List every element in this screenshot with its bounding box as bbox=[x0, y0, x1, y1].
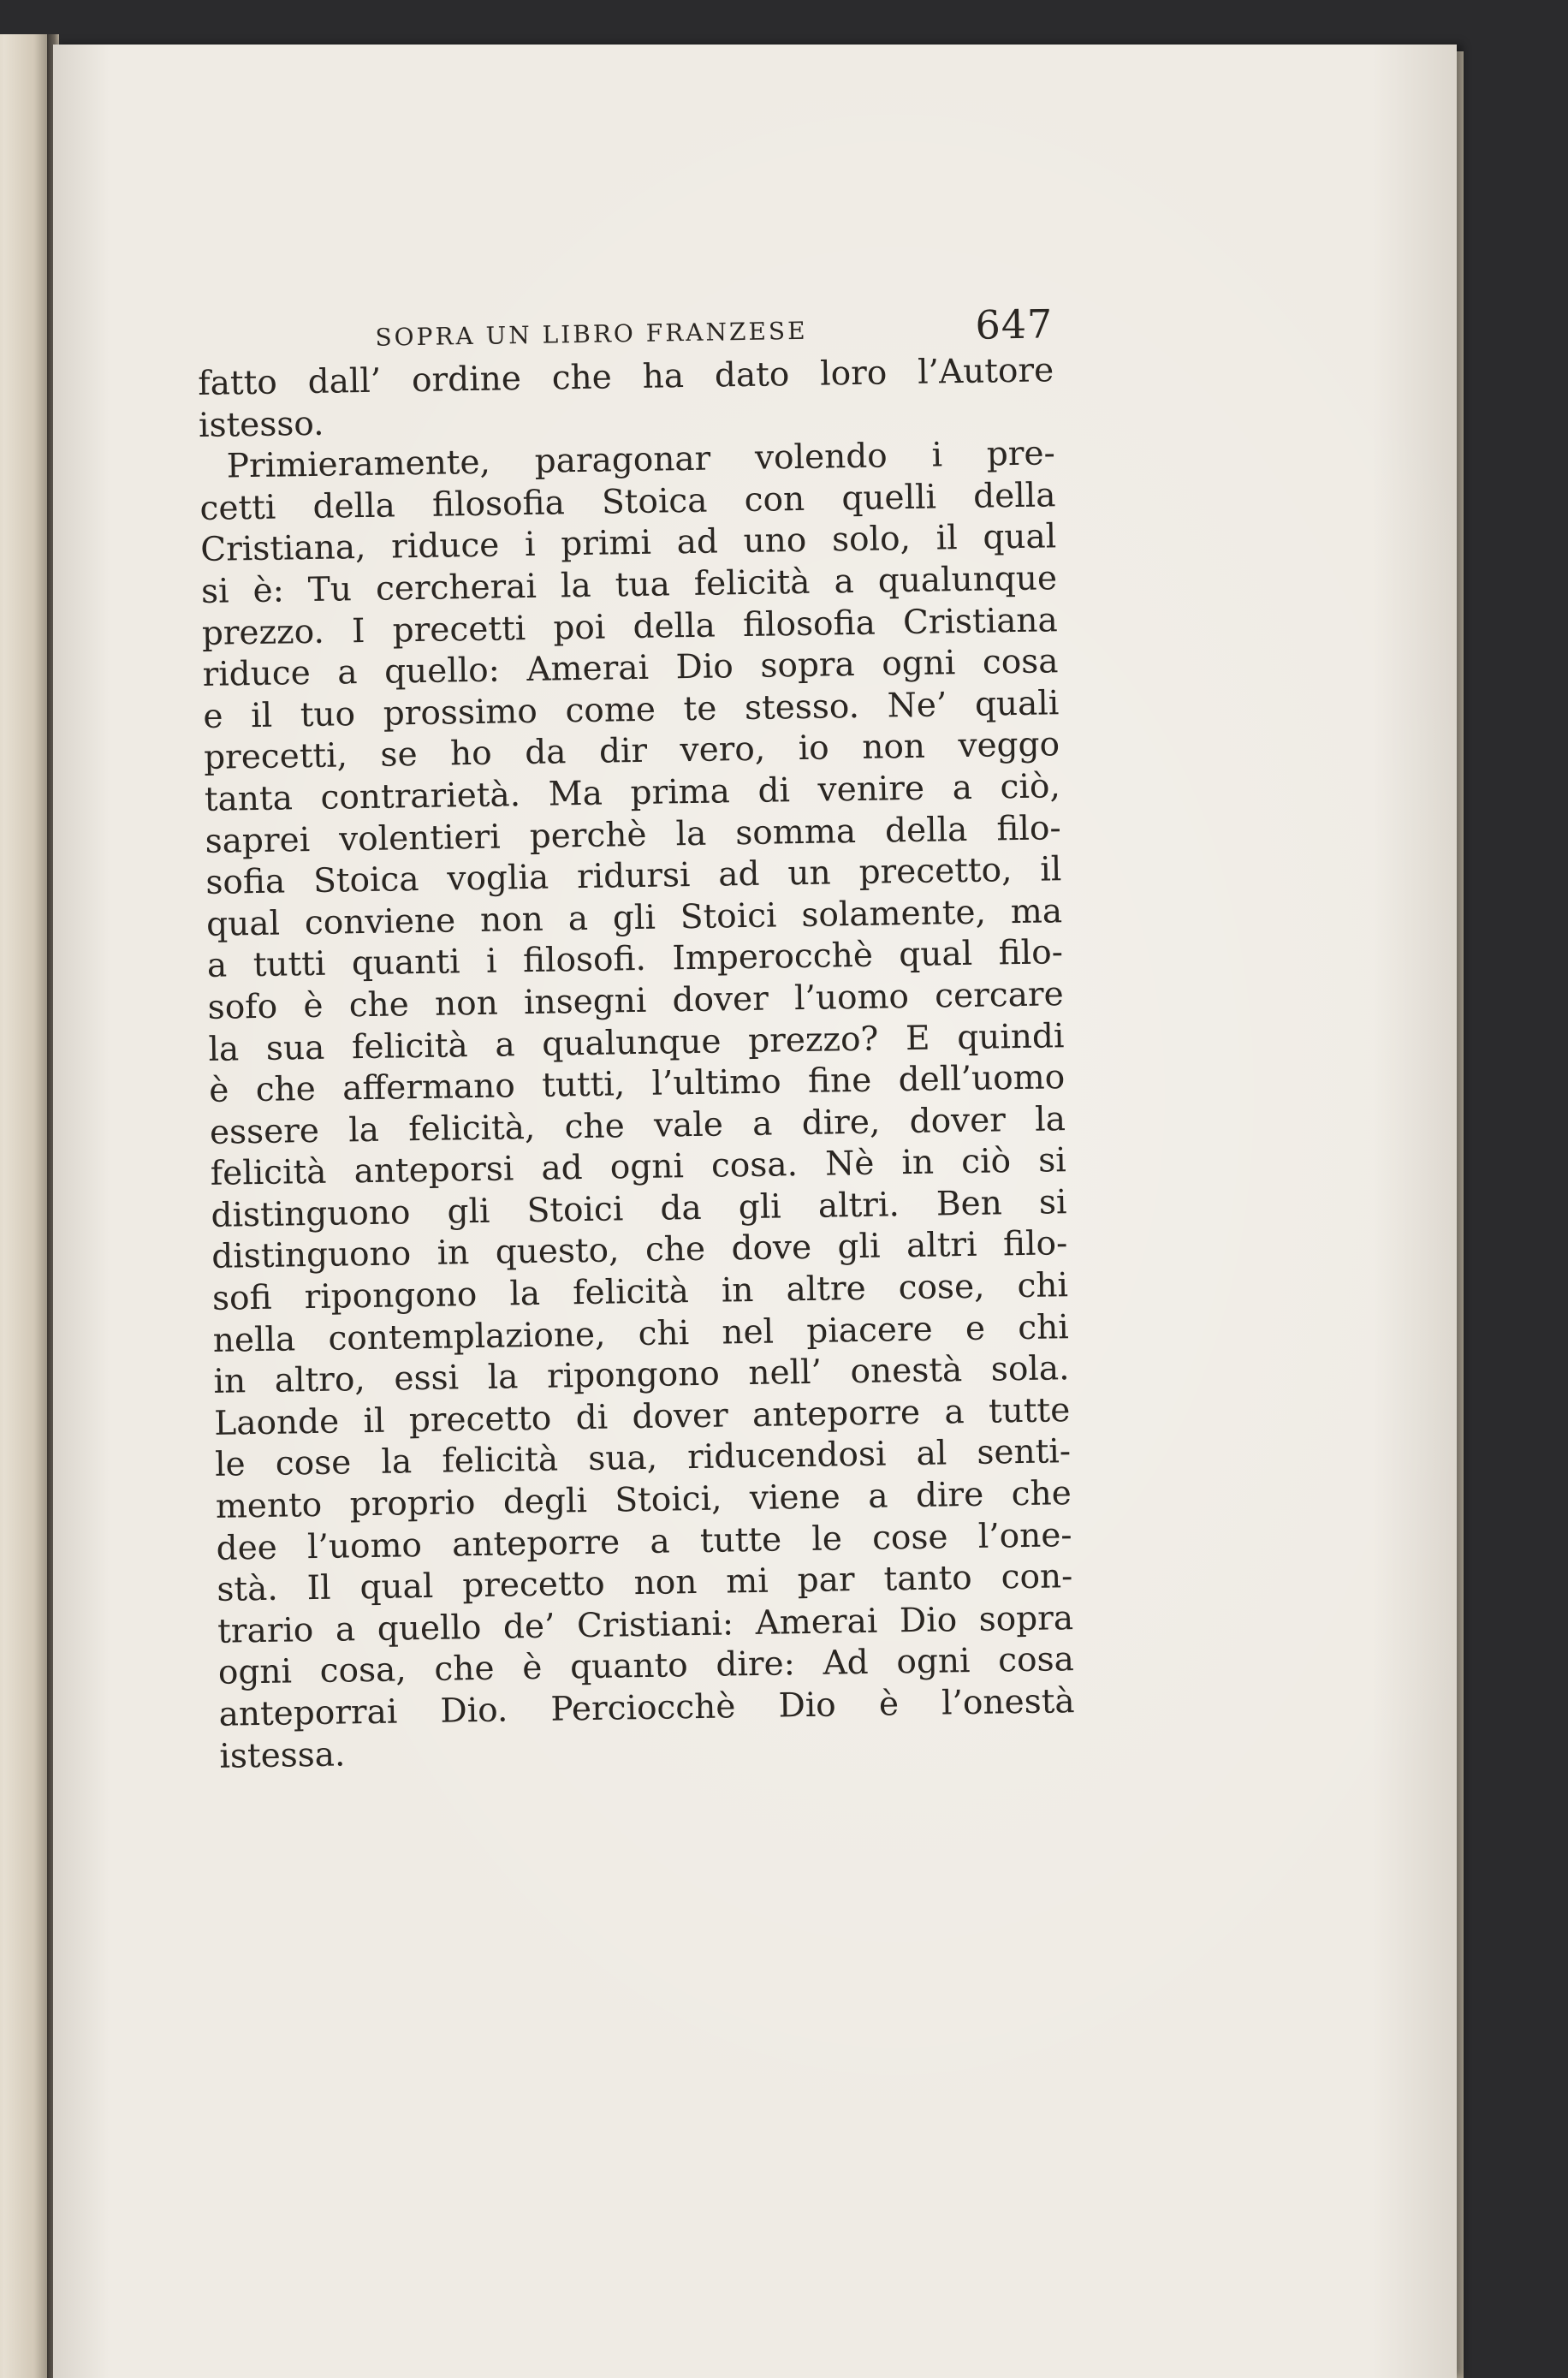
text-line: mento proprio degli Stoici, viene a dire che bbox=[215, 1474, 1072, 1526]
text-line: in altro, essi la ripongono nell’ onestà sola. bbox=[213, 1349, 1070, 1402]
page-number: 647 bbox=[975, 300, 1054, 348]
text-line: dee l’uomo anteporre a tutte le cose l’one- bbox=[216, 1515, 1072, 1568]
text-line: trario a quello de’ Cristiani: Amerai Dio sopra bbox=[217, 1598, 1074, 1651]
facing-page-edge bbox=[0, 34, 51, 2378]
body-text bbox=[198, 350, 1076, 1778]
running-title: SOPRA UN LIBRO FRANZESE bbox=[375, 316, 808, 352]
text-line: anteporrai Dio. Perciocchè Dio è l’onestà bbox=[218, 1682, 1075, 1734]
text-line: sofia Stoica voglia ridursi ad un precetto, il bbox=[205, 850, 1062, 903]
text-line: stà. Il qual precetto non mi par tanto con- bbox=[217, 1557, 1073, 1610]
text-line: prezzo. I precetti poi della filosofia Cristiana bbox=[201, 600, 1059, 653]
text-line: a tutti quanti i filosofi. Imperocchè qual filo- bbox=[206, 933, 1064, 986]
text-line: tanta contrarietà. Ma prima di venire a ciò, bbox=[204, 767, 1061, 819]
text-line: è che affermano tutti, l’ultimo fine dell’uomo bbox=[208, 1058, 1066, 1110]
text-line: si è: Tu cercherai la tua felicità a qualunque bbox=[200, 559, 1058, 611]
text-line: fatto dall’ ordine che ha dato loro l’Autore bbox=[197, 351, 1054, 403]
text-line: Laonde il precetto di dover anteporre a tutte bbox=[214, 1390, 1071, 1443]
text-line: istesso. bbox=[198, 404, 324, 445]
text-line: riduce a quello: Amerai Dio sopra ogni cosa bbox=[202, 642, 1059, 695]
text-line: e il tuo prossimo come te stesso. Ne’ quali bbox=[203, 683, 1060, 736]
text-line: sofo è che non insegni dover l’uomo cercare bbox=[207, 975, 1064, 1027]
text-line: sofi ripongono la felicità in altre cose, chi bbox=[211, 1266, 1069, 1318]
text-line: nella contemplazione, chi nel piacere e chi bbox=[212, 1307, 1070, 1360]
text-line: precetti, se ho da dir vero, io non veggo bbox=[203, 725, 1060, 778]
text-line: le cose la felicità sua, riducendosi al senti- bbox=[214, 1432, 1072, 1485]
text-line: distinguono gli Stoici da gli altri. Ben si bbox=[211, 1183, 1067, 1235]
text-line: la sua felicità a qualunque prezzo? E quindi bbox=[208, 1016, 1065, 1069]
text-block bbox=[197, 300, 1076, 1778]
text-line: Primieramente, paragonar volendo i pre- bbox=[226, 434, 1056, 486]
text-line: essere la felicità, che vale a dire, dover la bbox=[209, 1099, 1066, 1152]
text-line: felicità anteporsi ad ogni cosa. Nè in ciò si bbox=[210, 1141, 1067, 1194]
text-line: saprei volentieri perchè la somma della filo- bbox=[205, 808, 1061, 861]
text-line: qual conviene non a gli Stoici solamente, ma bbox=[205, 891, 1063, 944]
text-line: ogni cosa, che è quanto dire: Ad ogni cosa bbox=[217, 1640, 1075, 1693]
text-line: Cristiana, riduce i primi ad uno solo, il qual bbox=[199, 517, 1057, 570]
text-line: cetti della filosofia Stoica con quelli della bbox=[199, 476, 1056, 528]
text-line: distinguono in questo, che dove gli altri filo- bbox=[211, 1224, 1068, 1277]
text-line: istessa. bbox=[219, 1735, 346, 1776]
